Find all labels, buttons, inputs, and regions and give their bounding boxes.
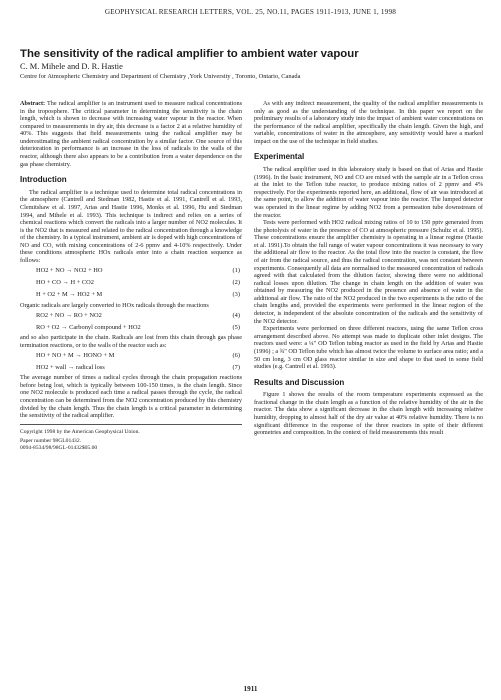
experimental-heading: Experimental <box>254 152 305 162</box>
abstract-label: Abstract: <box>20 100 46 107</box>
reaction-number: (7) <box>232 364 240 371</box>
abstract-paragraph <box>20 100 242 168</box>
reaction-number: (5) <box>232 323 240 331</box>
results-paragraph-1: Figure 1 shows the results of the room temperature experiments expressed as the fractional change in the chain length as a function of the relative humidity of the air in the reactor. The data show a significant decrease in the chain length with increasing relative humidity, dropping to almost half of the dry air value at 40% relative humidity. There is no significant difference in the response of the three reactors in spite of their different geometries and composition. In the context of field measurements this result <box>254 391 483 437</box>
reaction-2 <box>20 278 242 289</box>
introduction-paragraph-3: and so also participate in the chain. Radicals are lost from this chain through gas phase termination reactions, or to the walls of the reactor such as: <box>20 334 242 349</box>
reaction-equation: HO2 + NO → NO2 + HO <box>36 267 103 275</box>
reaction-number: (1) <box>232 267 240 275</box>
right-column <box>254 100 483 437</box>
paper-title: The sensitivity of the radical amplifier to ambient water vapour <box>20 48 359 60</box>
experimental-paragraph-1: The radical amplifier used in this laboratory study is based on that of Arias and Hastie (1996). In the basic instrument, NO and CO are mixed with the sample air in a Teflon cross at the inlet to the Teflon tube reactor, to produce mixing ratios of 2 ppmv and 4% respectively. For the experiments reported here, an additional, flow of air was introduced at the same point, to allow the addition of water vapour into the reactor. The lumped detector was operated in the linear regime by adding NO2 from a permeation tube downstream of the reactor. <box>254 166 483 219</box>
reaction-7 <box>20 362 242 373</box>
introduction-paragraph-4: The average number of times a radical cycles through the chain propagation reactions before being lost, which is typically between 100-150 times, is the chain length. Since one NO2 molecule is produced each time a radical passes through the cycle, the radical concentration can be determined from the NO2 concentration produced by this chemistry divided by the chain length. Thus the chain length is a critical parameter in determining the sensitivity of the radical amplifier. <box>20 374 242 420</box>
reaction-number: (4) <box>232 311 240 319</box>
intro-continuation-paragraph: As with any indirect measurement, the quality of the radical amplifier measurements is only as good as the understanding of the technique. In this paper we report on the preliminary results of a laboratory study into the impact of ambient water concentrations on the performance of the radical amplifier, specifically the chain length. Given the high, and variable, concentrations of water in the atmosphere, any sensitivity would have a marked impact on the use of the technique in field studies. <box>254 100 483 145</box>
author-affiliation: Centre for Atmospheric Chemistry and Department of Chemistry ,York University , Toronto, Ontario, Canada <box>20 73 301 80</box>
reaction-1 <box>20 266 242 277</box>
reaction-equation: RO + O2 → Carbonyl compound + HO2 <box>36 323 141 331</box>
abstract-text: The radical amplifier is an instrument used to measure radical concentrations in the troposphere. The critical parameter in determining the sensitivity is the chain length, which is shown to decrease with increasing water vapour in the reactor. When compared to measurements in dry air, this decrease is a factor 2 at a relative humidity of 40%. This suggests that field measurements using the radical amplifier may be underestimating the ambient radical concentration by a similar factor. One source of this deterioration in performance is an increase in the loss of radicals to the walls of the reactor, although there also appears to be a contribution from a water dependence on the gas phase chemistry. <box>20 100 242 168</box>
results-heading: Results and Discussion <box>254 377 345 387</box>
introduction-paragraph-1: The radical amplifier is a technique used to determine total radical concentrations in the atmosphere (Cantrell and Stedman 1982, Hastie et al. 1991, Cantrell et al. 1993, Clemitshaw et al. 1997, Arias and Hastie 1996, Monks et al. 1996, Hu and Stedman 1994, and Mihele et al. 1993). This technique is indirect and relies on a series of chemical reactions which convert the radicals into a larger number of NO2 molecules. It is the NO2 that is measured and related to the radical concentration through a knowledge of the chemistry. In a typical instrument, ambient air is doped with high concentrations of NO and CO, with mixing concentrations of 2-6 ppmv and 4-10% respectively. Under these conditions atmospheric HOx radicals enter into a chain reaction sequence as follows: <box>20 188 242 264</box>
left-column <box>20 100 242 452</box>
reaction-6 <box>20 350 242 361</box>
author-list: C. M. Mihele and D. R. Hastie <box>20 62 123 71</box>
reaction-equation: HO2 + wall → radical loss <box>36 364 105 371</box>
copyright-notice: Copyright 1998 by the American Geophysical Union. <box>20 428 140 435</box>
paper-number: Paper number 98GL01432. <box>20 438 82 445</box>
reaction-number: (3) <box>232 291 240 299</box>
reaction-equation: RO2 + NO → RO + NO2 <box>36 311 102 319</box>
reaction-3 <box>20 290 242 301</box>
introduction-heading: Introduction <box>20 175 67 185</box>
reaction-4 <box>20 310 242 321</box>
running-header: GEOPHYSICAL RESEARCH LETTERS, VOL. 25, NO.11, PAGES 1911-1913, JUNE 1, 1998 <box>104 8 397 16</box>
reaction-number: (2) <box>232 279 240 287</box>
reaction-5 <box>20 322 242 333</box>
experimental-paragraph-2: Tests were performed with HO2 radical mixing ratios of 10 to 150 pptv generated from the photolysis of water in the presence of CO at atmospheric pressure (Schultz et al. 1995). These concentrations ensure the amplifier chemistry is operating in a linear regime (Hastie et al. 1991).To obtain the full range of water vapour concentrations it was necessary to vary the additional air flow to the reactor. As the total flow into the reactor is constant, the flow of air from the radical source, and thus the radical concentration, was not constant between experiments. Consequently all data are normalised to the measured concentration of radicals agreed with that calculated from the dilution factor, showing there were no additional radical losses upon dilution. The change in chain length on the addition of water was obtained by measuring the NO2 produced in the presence and absence of water in the additional air flow. The ratio of the NO2 produced in the two experiments is the ratio of the chain lengths and, provided the experiments were performed in the linear region of the detector, is independent of the absolute concentration of the radicals and the sensitivity of the NO2 detector. <box>254 219 483 325</box>
footnote-divider <box>20 424 242 425</box>
page-number: 1911 <box>243 685 258 693</box>
issn-code: 0094-8534/98/98GL-01432$05.00 <box>20 444 98 451</box>
reaction-number: (6) <box>232 352 240 359</box>
introduction-paragraph-2: Organic radicals are largely converted to HOx radicals through the reactions <box>20 301 209 309</box>
experimental-paragraph-3: Experiments were performed on three different reactors, using the same Teflon cross arrangement described above. No attempt was made to duplicate other inlet designs. The reactors used were: a ¼" OD Teflon tubing reactor as used in the field by Arias and Hastie (1996) ; a ¾" OD Teflon tube which has almost twice the volume to surface area ratio; and a 50 cm long, 3 cm OD glass reactor similar in size and shape to that used in some field studies (e.g. Cantrell et al. 1993). <box>254 325 483 371</box>
reaction-equation: HO + CO → H + CO2 <box>36 279 94 287</box>
reaction-equation: H + O2 + M → HO2 + M <box>36 291 103 299</box>
reaction-equation: HO + NO + M → HONO + M <box>36 352 115 359</box>
